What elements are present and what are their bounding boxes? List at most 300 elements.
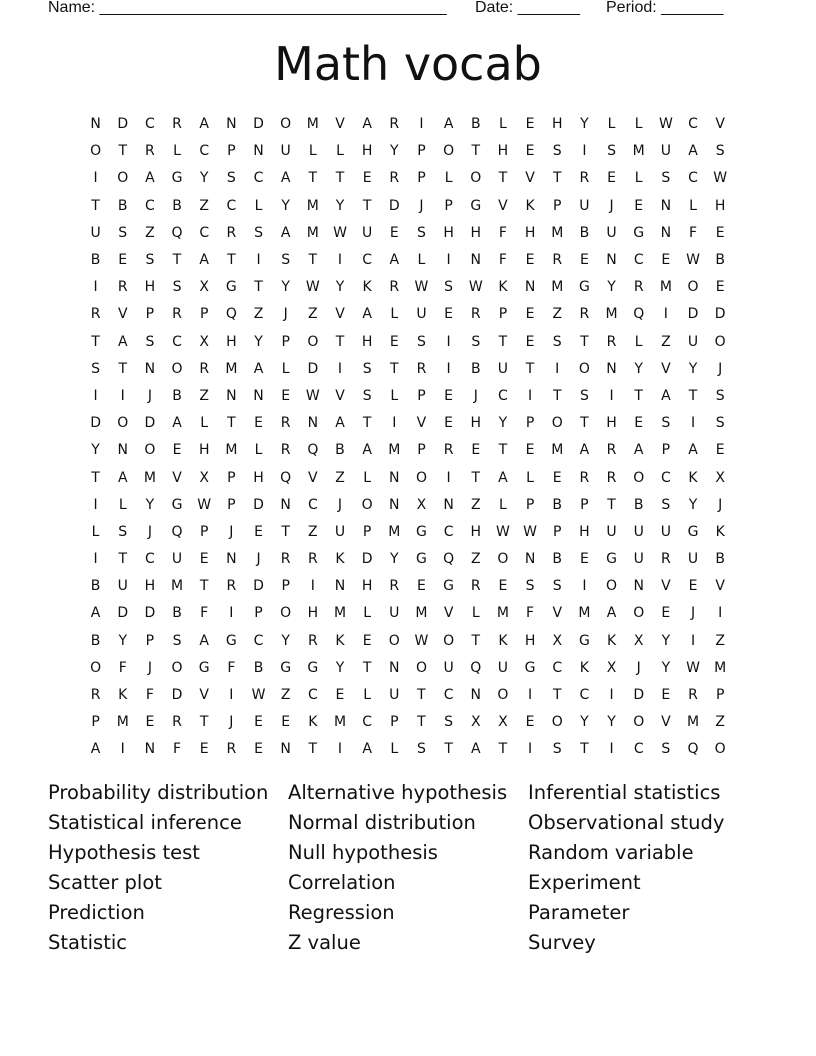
- grid-letter: C: [199, 143, 210, 160]
- grid-letter: T: [199, 578, 209, 595]
- grid-letter: Y: [199, 170, 209, 187]
- grid-letter: T: [498, 170, 508, 187]
- grid-letter: I: [256, 252, 261, 269]
- grid-letter: G: [198, 659, 210, 676]
- grid-letter: Y: [335, 197, 345, 214]
- grid-letter: U: [687, 551, 699, 568]
- grid-letter: M: [116, 714, 129, 731]
- grid-letter: I: [229, 605, 234, 622]
- grid-letter: U: [117, 578, 128, 595]
- word-list-item: Statistic: [48, 931, 127, 954]
- grid-letter: Y: [91, 442, 100, 459]
- grid-letter: Y: [118, 632, 128, 649]
- grid-letter: E: [525, 252, 535, 269]
- grid-letter: P: [227, 143, 236, 160]
- grid-letter: P: [281, 333, 290, 350]
- grid-letter: W: [414, 279, 429, 296]
- grid-letter: O: [90, 143, 102, 160]
- grid-letter: H: [579, 523, 590, 540]
- grid-letter: S: [715, 143, 725, 160]
- grid-letter: K: [498, 632, 508, 649]
- grid-letter: Q: [633, 306, 645, 323]
- grid-letter: O: [443, 143, 455, 160]
- grid-letter: N: [226, 551, 237, 568]
- grid-letter: N: [226, 116, 237, 133]
- grid-letter: T: [525, 360, 535, 377]
- grid-letter: V: [117, 306, 128, 323]
- grid-letter: P: [145, 632, 155, 649]
- word-list-item: Experiment: [528, 871, 641, 894]
- grid-letter: T: [634, 387, 643, 404]
- grid-letter: D: [687, 306, 699, 323]
- grid-letter: T: [91, 469, 100, 486]
- word-list-item: Normal distribution: [288, 811, 476, 834]
- grid-letter: N: [660, 197, 672, 214]
- grid-letter: U: [334, 523, 346, 540]
- grid-letter: H: [524, 224, 536, 241]
- grid-letter: J: [337, 496, 343, 513]
- grid-letter: R: [145, 143, 155, 160]
- grid-letter: T: [91, 197, 100, 214]
- grid-letter: T: [118, 360, 128, 377]
- grid-letter: F: [498, 252, 507, 269]
- grid-letter: S: [661, 415, 671, 432]
- grid-letter: I: [528, 687, 533, 704]
- grid-letter: B: [579, 224, 590, 241]
- grid-letter: J: [283, 306, 288, 323]
- word-list-column-2: [288, 778, 528, 958]
- word-list-item: Z value: [288, 931, 361, 954]
- grid-letter: L: [281, 360, 290, 377]
- grid-letter: P: [199, 306, 209, 323]
- grid-letter: P: [417, 442, 426, 459]
- grid-letter: Y: [335, 279, 345, 296]
- grid-letter: T: [498, 442, 508, 459]
- grid-letter: B: [470, 116, 481, 133]
- grid-letter: R: [226, 224, 237, 241]
- grid-letter: Q: [307, 442, 319, 459]
- grid-letter: B: [172, 605, 182, 622]
- grid-letter: Y: [145, 496, 155, 513]
- grid-letter: A: [90, 605, 101, 622]
- grid-letter: O: [578, 360, 590, 377]
- grid-letter: V: [552, 605, 563, 622]
- grid-letter: R: [579, 469, 590, 486]
- grid-letter: Z: [552, 306, 563, 323]
- page-title: Math vocab: [274, 37, 542, 91]
- word-list-item: Alternative hypothesis: [288, 781, 508, 804]
- word-list-item: Null hypothesis: [288, 841, 438, 864]
- grid-letter: T: [471, 632, 481, 649]
- grid-letter: F: [200, 605, 209, 622]
- grid-letter: F: [118, 659, 127, 676]
- grid-letter: P: [390, 714, 399, 731]
- grid-letter: S: [715, 387, 725, 404]
- grid-letter: T: [118, 143, 128, 160]
- grid-letter: P: [417, 143, 426, 160]
- grid-letter: T: [335, 170, 345, 187]
- grid-letter: P: [254, 605, 263, 622]
- word-list-item: Probability distribution: [48, 781, 269, 804]
- grid-letter: N: [389, 659, 400, 676]
- grid-letter: R: [90, 306, 101, 323]
- grid-letter: O: [633, 605, 645, 622]
- grid-letter: C: [362, 714, 373, 731]
- grid-row: [82, 519, 734, 546]
- grid-letter: O: [497, 687, 509, 704]
- grid-letter: T: [199, 714, 209, 731]
- grid-letter: M: [551, 442, 564, 459]
- grid-letter: M: [171, 578, 184, 595]
- grid-letter: J: [229, 714, 234, 731]
- grid-letter: E: [715, 279, 725, 296]
- grid-letter: M: [388, 442, 401, 459]
- grid-letter: C: [498, 387, 508, 404]
- grid-letter: E: [661, 687, 671, 704]
- grid-letter: T: [444, 741, 453, 758]
- grid-letter: U: [497, 659, 509, 676]
- grid-letter: P: [91, 714, 100, 731]
- grid-letter: T: [390, 360, 399, 377]
- grid-letter: E: [362, 170, 372, 187]
- grid-letter: B: [117, 197, 128, 214]
- grid-letter: G: [443, 578, 455, 595]
- grid-letter: S: [607, 143, 616, 160]
- grid-letter: M: [632, 143, 645, 160]
- grid-letter: Q: [280, 469, 292, 486]
- grid-letter: O: [714, 333, 726, 350]
- grid-letter: R: [389, 578, 400, 595]
- grid-letter: I: [582, 143, 587, 160]
- word-list-column-1: [48, 778, 288, 958]
- grid-letter: S: [145, 333, 155, 350]
- grid-letter: G: [606, 551, 617, 568]
- grid-letter: L: [607, 116, 616, 133]
- grid-letter: J: [256, 551, 261, 568]
- grid-letter: A: [90, 741, 101, 758]
- grid-letter: E: [715, 442, 725, 459]
- grid-letter: L: [390, 306, 399, 323]
- grid-letter: L: [173, 143, 181, 160]
- grid-letter: K: [525, 197, 535, 214]
- grid-letter: P: [661, 442, 671, 459]
- grid-letter: S: [172, 279, 182, 296]
- grid-letter: G: [687, 523, 699, 540]
- grid-letter: B: [715, 252, 725, 269]
- grid-letter: T: [688, 387, 698, 404]
- grid-letter: A: [688, 143, 698, 160]
- grid-letter: O: [171, 360, 183, 377]
- grid-letter: D: [253, 496, 264, 513]
- grid-letter: A: [199, 252, 209, 269]
- grid-letter: R: [307, 551, 318, 568]
- grid-row: [82, 383, 734, 410]
- grid-letter: M: [686, 714, 700, 731]
- grid-letter: Y: [254, 333, 263, 350]
- grid-letter: P: [417, 387, 426, 404]
- grid-letter: S: [579, 387, 589, 404]
- grid-letter: N: [307, 415, 319, 432]
- grid-letter: W: [333, 224, 347, 241]
- grid-letter: W: [305, 387, 320, 404]
- grid-letter: B: [172, 387, 182, 404]
- grid-letter: H: [361, 578, 373, 595]
- grid-letter: O: [497, 551, 509, 568]
- grid-letter: H: [606, 415, 617, 432]
- grid-letter: T: [362, 197, 372, 214]
- grid-letter: G: [307, 659, 319, 676]
- grid-letter: M: [306, 197, 319, 214]
- grid-letter: N: [470, 687, 481, 704]
- grid-letter: F: [688, 224, 698, 241]
- grid-letter: C: [226, 197, 237, 214]
- grid-letter: P: [580, 496, 589, 513]
- grid-letter: I: [120, 387, 125, 404]
- grid-letter: B: [633, 496, 644, 513]
- word-list-column-3: [528, 778, 768, 958]
- grid-row: [82, 410, 734, 437]
- grid-letter: W: [305, 279, 320, 296]
- grid-letter: J: [718, 360, 723, 377]
- grid-letter: M: [225, 360, 238, 377]
- grid-letter: X: [199, 333, 209, 350]
- grid-letter: O: [714, 741, 726, 758]
- grid-letter: O: [687, 279, 699, 296]
- grid-letter: S: [661, 741, 671, 758]
- grid-row: [82, 329, 734, 356]
- grid-letter: X: [633, 632, 644, 649]
- grid-letter: R: [172, 116, 182, 133]
- word-list-item: Statistical inference: [48, 811, 242, 834]
- grid-letter: N: [226, 387, 237, 404]
- grid-letter: Z: [253, 306, 264, 323]
- grid-letter: N: [280, 741, 291, 758]
- grid-letter: T: [281, 523, 290, 540]
- grid-letter: T: [552, 687, 562, 704]
- grid-letter: U: [171, 551, 183, 568]
- grid-letter: O: [415, 659, 427, 676]
- grid-letter: E: [579, 252, 589, 269]
- grid-letter: S: [444, 279, 454, 296]
- grid-letter: E: [498, 578, 508, 595]
- grid-letter: M: [333, 714, 347, 731]
- grid-letter: O: [90, 659, 102, 676]
- grid-letter: S: [661, 170, 671, 187]
- grid-letter: S: [91, 360, 101, 377]
- grid-letter: G: [171, 496, 183, 513]
- grid-letter: E: [607, 170, 616, 187]
- grid-letter: V: [525, 170, 535, 187]
- grid-letter: W: [713, 170, 728, 187]
- grid-letter: Y: [390, 143, 399, 160]
- grid-letter: D: [253, 578, 264, 595]
- grid-letter: M: [578, 605, 591, 622]
- grid-letter: K: [118, 687, 128, 704]
- grid-letter: E: [254, 523, 263, 540]
- grid-letter: A: [199, 116, 209, 133]
- grid-letter: A: [633, 442, 644, 459]
- grid-letter: A: [470, 741, 481, 758]
- grid-letter: M: [306, 224, 319, 241]
- grid-letter: Z: [199, 387, 209, 404]
- grid-letter: I: [93, 387, 98, 404]
- grid-letter: N: [389, 469, 400, 486]
- grid-letter: T: [580, 415, 589, 432]
- grid-letter: G: [416, 551, 427, 568]
- grid-letter: E: [362, 632, 372, 649]
- grid-row: [82, 546, 734, 573]
- grid-letter: A: [389, 252, 400, 269]
- grid-letter: R: [579, 306, 590, 323]
- grid-letter: Y: [688, 360, 698, 377]
- grid-letter: A: [280, 170, 291, 187]
- grid-letter: P: [525, 415, 535, 432]
- grid-letter: D: [633, 687, 645, 704]
- grid-letter: S: [281, 252, 291, 269]
- grid-letter: K: [688, 469, 698, 486]
- grid-letter: T: [308, 252, 318, 269]
- grid-letter: R: [280, 415, 291, 432]
- grid-letter: R: [90, 687, 101, 704]
- grid-letter: C: [443, 523, 454, 540]
- grid-letter: A: [606, 605, 617, 622]
- grid-letter: T: [91, 333, 100, 350]
- grid-letter: E: [661, 252, 671, 269]
- grid-letter: I: [609, 387, 614, 404]
- grid-letter: J: [473, 387, 478, 404]
- grid-letter: A: [145, 170, 155, 187]
- grid-letter: V: [416, 415, 427, 432]
- grid-letter: C: [145, 116, 155, 133]
- grid-letter: T: [227, 415, 236, 432]
- grid-letter: R: [389, 170, 400, 187]
- grid-letter: D: [90, 415, 101, 432]
- grid-row: [82, 165, 734, 192]
- grid-letter: L: [308, 143, 317, 160]
- grid-letter: J: [147, 523, 152, 540]
- grid-letter: A: [117, 469, 128, 486]
- grid-letter: S: [417, 333, 426, 350]
- grid-letter: V: [172, 469, 182, 486]
- grid-letter: U: [660, 143, 671, 160]
- grid-letter: H: [714, 197, 726, 214]
- grid-letter: T: [552, 170, 562, 187]
- grid-letter: U: [633, 523, 644, 540]
- grid-letter: K: [308, 714, 318, 731]
- grid-letter: T: [552, 387, 562, 404]
- grid-letter: E: [471, 442, 481, 459]
- grid-letter: T: [227, 252, 236, 269]
- grid-letter: A: [117, 333, 128, 350]
- grid-letter: Y: [607, 714, 616, 731]
- grid-letter: A: [443, 116, 454, 133]
- grid-letter: N: [90, 116, 101, 133]
- grid-letter: E: [444, 306, 454, 323]
- grid-letter: Z: [715, 632, 725, 649]
- grid-letter: I: [93, 279, 98, 296]
- grid-letter: G: [524, 659, 536, 676]
- grid-letter: Q: [687, 741, 699, 758]
- grid-letter: Y: [661, 659, 671, 676]
- grid-letter: V: [661, 714, 671, 731]
- grid-letter: I: [93, 496, 98, 513]
- grid-letter: S: [254, 224, 263, 241]
- grid-letter: R: [579, 170, 590, 187]
- grid-letter: I: [419, 116, 424, 133]
- grid-letter: O: [443, 632, 455, 649]
- grid-letter: M: [333, 605, 347, 622]
- grid-letter: C: [552, 659, 563, 676]
- grid-letter: Y: [281, 632, 290, 649]
- grid-letter: Y: [688, 496, 698, 513]
- grid-letter: T: [308, 741, 318, 758]
- grid-letter: H: [253, 469, 264, 486]
- grid-letter: G: [280, 659, 292, 676]
- grid-letter: D: [171, 687, 183, 704]
- grid-letter: O: [280, 116, 292, 133]
- grid-letter: J: [147, 659, 152, 676]
- grid-letter: O: [361, 496, 373, 513]
- grid-letter: E: [199, 741, 209, 758]
- grid-letter: C: [199, 224, 210, 241]
- grid-letter: T: [254, 279, 263, 296]
- grid-row: [82, 247, 734, 274]
- grid-letter: X: [715, 469, 725, 486]
- word-list-item: Hypothesis test: [48, 841, 200, 864]
- grid-letter: Y: [580, 116, 589, 133]
- grid-letter: E: [118, 252, 128, 269]
- grid-letter: U: [362, 224, 373, 241]
- grid-letter: U: [633, 551, 644, 568]
- grid-letter: L: [689, 197, 697, 214]
- grid-letter: I: [229, 687, 234, 704]
- grid-letter: Z: [145, 224, 155, 241]
- grid-letter: K: [362, 279, 372, 296]
- grid-letter: W: [523, 523, 537, 540]
- grid-letter: P: [525, 496, 535, 513]
- grid-letter: T: [471, 469, 481, 486]
- grid-letter: I: [690, 632, 696, 649]
- grid-letter: L: [118, 496, 127, 513]
- grid-letter: C: [307, 687, 318, 704]
- grid-letter: I: [582, 578, 587, 595]
- grid-letter: S: [417, 224, 426, 241]
- grid-letter: H: [307, 605, 319, 622]
- grid-letter: B: [470, 360, 481, 377]
- grid-letter: U: [497, 360, 509, 377]
- grid-letter: M: [551, 224, 564, 241]
- grid-letter: A: [199, 632, 209, 649]
- grid-letter: I: [690, 415, 696, 432]
- grid-letter: K: [335, 551, 345, 568]
- grid-letter: J: [690, 605, 696, 622]
- grid-letter: W: [197, 496, 212, 513]
- word-list-item: Survey: [528, 931, 596, 954]
- grid-letter: J: [609, 197, 614, 214]
- grid-row: [82, 682, 734, 709]
- grid-letter: S: [118, 224, 128, 241]
- grid-letter: X: [416, 496, 427, 513]
- grid-letter: T: [498, 333, 508, 350]
- grid-letter: E: [525, 306, 535, 323]
- grid-letter: L: [634, 170, 643, 187]
- grid-letter: P: [444, 197, 453, 214]
- grid-letter: A: [280, 224, 291, 241]
- grid-letter: M: [143, 469, 156, 486]
- grid-letter: S: [552, 578, 562, 595]
- grid-letter: X: [470, 714, 481, 731]
- grid-letter: L: [526, 469, 534, 486]
